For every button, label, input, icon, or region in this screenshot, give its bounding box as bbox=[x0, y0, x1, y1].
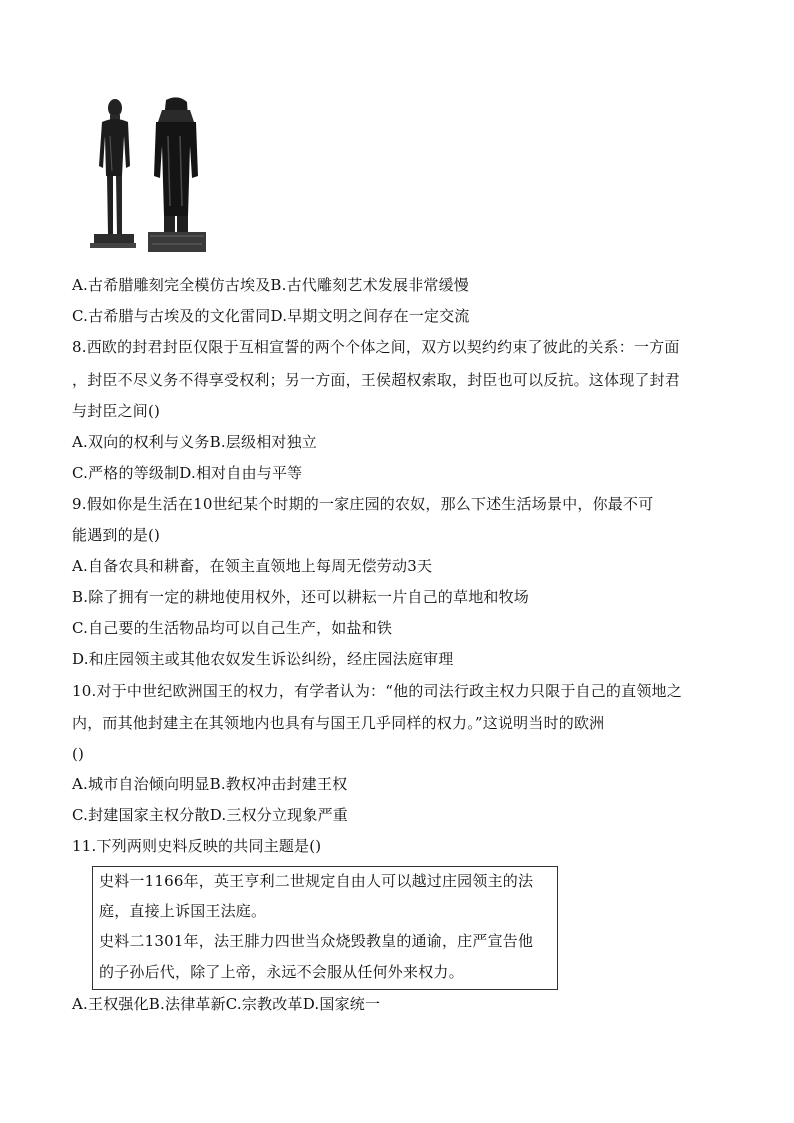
q7-options-cd: C.古希腊与古埃及的文化雷同D.早期文明之间存在一定交流 bbox=[72, 307, 470, 325]
q7-options-ab: A.古希腊雕刻完全模仿古埃及B.古代雕刻艺术发展非常缓慢 bbox=[72, 276, 469, 294]
source-box-line-3: 史料二1301年，法王腓力四世当众烧毁教皇的通谕，庄严宣告他 bbox=[99, 932, 534, 950]
q9-option-c: C.自己要的生活物品均可以自己生产，如盐和铁 bbox=[72, 619, 393, 637]
q8-options-cd: C.严格的等级制D.相对自由与平等 bbox=[72, 464, 303, 482]
q9-stem-line-2: 能遇到的是() bbox=[72, 526, 161, 544]
source-box-line-1: 史料一1166年，英王亨利二世规定自由人可以越过庄园领主的法 bbox=[99, 872, 534, 890]
q10-stem-line-3: () bbox=[72, 745, 85, 763]
q9-option-a: A.自备农具和耕畜，在领主直领地上每周无偿劳动3天 bbox=[72, 557, 433, 575]
q10-stem-line-2: 内，而其他封建主在其领地内也具有与国王几乎同样的权力。”这说明当时的欧洲 bbox=[72, 714, 605, 732]
source-box-line-4: 的子孙后代，除了上帝，永远不会服从任何外来权力。 bbox=[99, 963, 464, 981]
q11-source-box bbox=[92, 866, 558, 990]
q8-stem-line-2: ，封臣不尽义务不得享受权利；另一方面，王侯超权索取，封臣也可以反抗。这体现了封君 bbox=[72, 371, 681, 389]
q11-stem: 11.下列两则史料反映的共同主题是() bbox=[72, 837, 322, 855]
q10-options-cd: C.封建国家主权分散D.三权分立现象严重 bbox=[72, 806, 348, 824]
egyptian-statue bbox=[148, 97, 206, 252]
q9-option-d: D.和庄园领主或其他农奴发生诉讼纠纷，经庄园法庭审理 bbox=[72, 650, 454, 668]
q10-stem-line-1: 10.对于中世纪欧洲国王的权力，有学者认为：“他的司法行政主权力只限于自己的直领地之 bbox=[72, 682, 682, 700]
q9-stem-line-1: 9.假如你是生活在10世纪某个时期的一家庄园的农奴，那么下述生活场景中，你最不可 bbox=[72, 495, 654, 513]
q8-stem-line-1: 8.西欧的封君封臣仅限于互相宣誓的两个个体之间，双方以契约约束了彼此的关系：一方面 bbox=[72, 338, 680, 356]
source-box-line-2: 庭，直接上诉国王法庭。 bbox=[99, 902, 267, 920]
q9-option-b: B.除了拥有一定的耕地使用权外，还可以耕耘一片自己的草地和牧场 bbox=[72, 588, 529, 606]
statues-figure bbox=[84, 96, 229, 256]
q8-stem-line-3: 与封臣之间() bbox=[72, 402, 161, 420]
q11-options: A.王权强化B.法律革新C.宗教改革D.国家统一 bbox=[72, 995, 381, 1013]
kouros-statue bbox=[90, 99, 136, 248]
q10-options-ab: A.城市自治倾向明显B.教权冲击封建王权 bbox=[72, 775, 348, 793]
q8-options-ab: A.双向的权利与义务B.层级相对独立 bbox=[72, 433, 317, 451]
